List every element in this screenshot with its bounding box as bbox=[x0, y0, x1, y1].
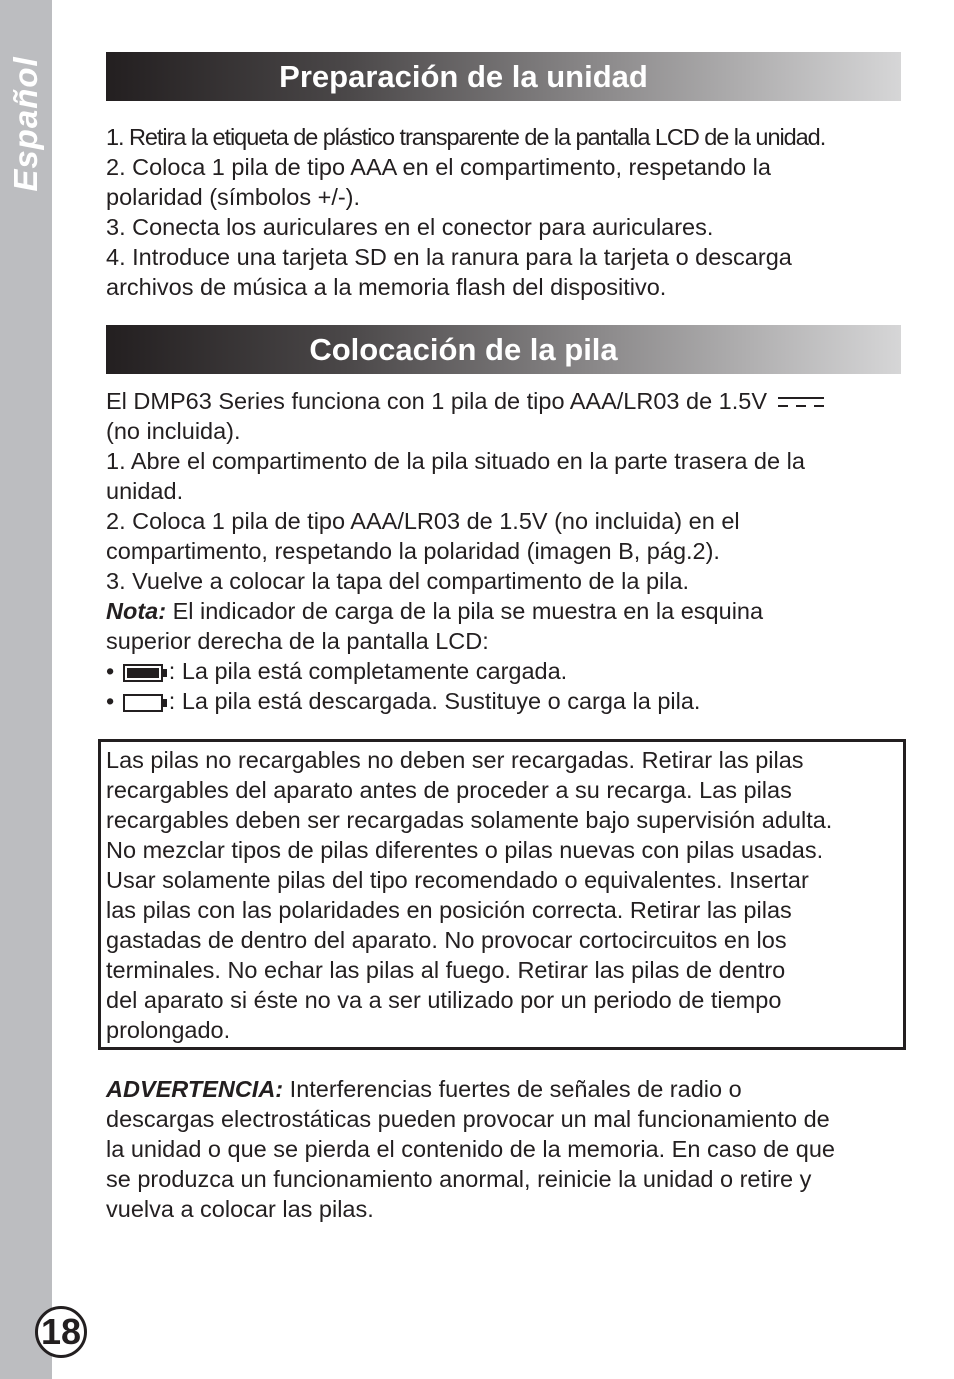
section-header-preparacion bbox=[106, 52, 901, 101]
note-line bbox=[106, 596, 906, 626]
bullet: • bbox=[106, 688, 115, 714]
advertencia-text bbox=[106, 1074, 906, 1224]
step-line: 4. Introduce una tarjeta SD en la ranura para la tarjeta o descarga bbox=[106, 244, 792, 270]
battery-full-icon bbox=[123, 664, 163, 682]
body-line: compartimento, respetando la polaridad (imagen B, pág.2). bbox=[106, 538, 720, 564]
warning-line: terminales. No echar las pilas al fuego. Retirar las pilas de dentro bbox=[106, 957, 786, 983]
advertencia-line: vuelva a colocar las pilas. bbox=[106, 1196, 374, 1222]
body-line: 2. Coloca 1 pila de tipo AAA/LR03 de 1.5V (no incluida) en el bbox=[106, 508, 740, 534]
section-title: Colocación de la pila bbox=[309, 331, 618, 367]
warning-line: del aparato si éste no va a ser utilizado por un periodo de tiempo bbox=[106, 987, 782, 1013]
note-text: El indicador de carga de la pila se muestra en la esquina bbox=[166, 598, 764, 624]
page-number: 18 bbox=[35, 1306, 87, 1358]
warning-line: Usar solamente pilas del tipo recomendado o equivalentes. Insertar bbox=[106, 867, 809, 893]
note-line-2: superior derecha de la pantalla LCD: bbox=[106, 628, 489, 654]
advertencia-first-line bbox=[106, 1074, 906, 1104]
language-label: Español bbox=[7, 56, 44, 192]
step-line: archivos de música a la memoria flash del dispositivo. bbox=[106, 274, 667, 300]
bullet: • bbox=[106, 658, 115, 684]
section-title: Preparación de la unidad bbox=[279, 58, 648, 94]
step-line: 3. Conecta los auriculares en el conector para auriculares. bbox=[106, 214, 714, 240]
warning-line: gastadas de dentro del aparato. No provocar cortocircuitos en los bbox=[106, 927, 787, 953]
preparacion-steps bbox=[106, 122, 906, 302]
warning-line: No mezclar tipos de pilas diferentes o pilas nuevas con pilas usadas. bbox=[106, 837, 824, 863]
step-line: 2. Coloca 1 pila de tipo AAA en el compartimento, respetando la bbox=[106, 154, 771, 180]
advertencia-line: descargas electrostáticas pueden provocar un mal funcionamiento de bbox=[106, 1106, 830, 1132]
warning-line: recargables deben ser recargadas solamente bajo supervisión adulta. bbox=[106, 807, 833, 833]
note-label: Nota: bbox=[106, 598, 167, 624]
language-side-band bbox=[0, 0, 52, 1379]
warning-line: las pilas con las polaridades en posición correcta. Retirar las pilas bbox=[106, 897, 792, 923]
body-line: (no incluida). bbox=[106, 418, 241, 444]
battery-warning-text bbox=[106, 745, 902, 1045]
warning-line: Las pilas no recargables no deben ser recargadas. Retirar las pilas bbox=[106, 747, 804, 773]
battery-empty-text: : La pila está descargada. Sustituye o carga la pila. bbox=[168, 688, 701, 714]
colocacion-text bbox=[106, 386, 906, 716]
battery-empty-icon bbox=[123, 694, 163, 712]
advertencia-line: la unidad o que se pierda el contenido de la memoria. En caso de que bbox=[106, 1136, 835, 1162]
section-header-colocacion bbox=[106, 325, 901, 374]
advertencia-text-start: Interferencias fuertes de señales de radio o bbox=[283, 1076, 742, 1102]
body-line: unidad. bbox=[106, 478, 184, 504]
warning-line: prolongado. bbox=[106, 1017, 231, 1043]
advertencia-line: se produzca un funcionamiento anormal, reinicie la unidad o retire y bbox=[106, 1166, 812, 1192]
body-line: 1. Abre el compartimento de la pila situado en la parte trasera de la bbox=[106, 448, 805, 474]
battery-full-text: : La pila está completamente cargada. bbox=[168, 658, 568, 684]
battery-empty-item bbox=[106, 686, 906, 716]
battery-full-item bbox=[106, 656, 906, 686]
step-line: 1. Retira la etiqueta de plástico transparente de la pantalla LCD de la unidad. bbox=[106, 124, 826, 150]
dc-voltage-icon bbox=[778, 396, 824, 410]
intro-line bbox=[106, 386, 906, 416]
advertencia-label: ADVERTENCIA: bbox=[106, 1076, 284, 1102]
body-line: 3. Vuelve a colocar la tapa del compartimento de la pila. bbox=[106, 568, 690, 594]
intro-text: El DMP63 Series funciona con 1 pila de tipo AAA/LR03 de 1.5V bbox=[106, 388, 768, 414]
warning-line: recargables del aparato antes de proceder a su recarga. Las pilas bbox=[106, 777, 792, 803]
step-line: polaridad (símbolos +/-). bbox=[106, 184, 361, 210]
